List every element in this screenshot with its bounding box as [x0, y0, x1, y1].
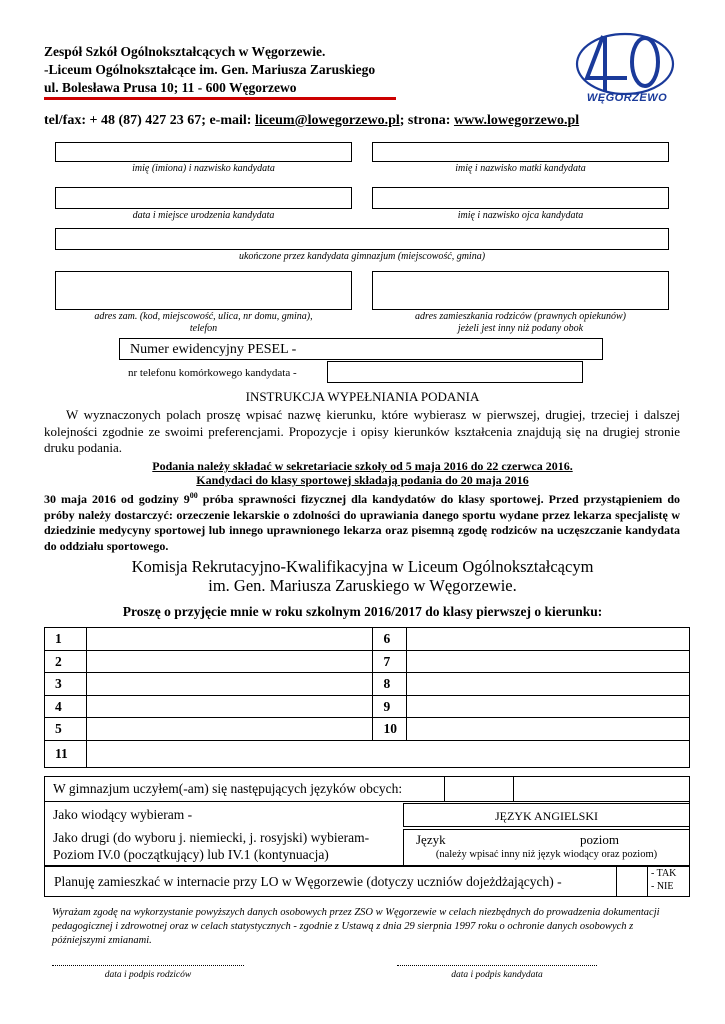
candidate-signature-line[interactable] — [397, 965, 597, 966]
choice-number: 7 — [373, 651, 407, 673]
pesel-field[interactable] — [119, 338, 603, 360]
leading-language-field[interactable] — [403, 803, 690, 827]
data-consent: Wyrażam zgodę na wykorzystanie powyższych danych osobowych przez ZSO w Węgorzewie w celach niezbędnych do prowadzenia dokumentacji pedagogicznej i zdrowotnej oraz w celach statystycznych - zgodnie z Ustawą z dnia 29 sierpnia 1997 roku o ochronie danych osobowych z późniejszymi zmianami. — [52, 907, 660, 946]
mother-name-caption: imię i nazwisko matki kandydata — [455, 163, 586, 174]
choice-number: 4 — [45, 696, 87, 718]
admission-request: Proszę o przyjęcie mnie w roku szkolnym 2016/2017 do klasy pierwszej o kierunku: — [122, 604, 603, 619]
choice-number: 1 — [45, 628, 87, 651]
choice-field[interactable] — [86, 718, 373, 741]
instructions-paragraph: W wyznaczonych polach proszę wpisać nazwę kierunku, które wybierasz w pierwszej, drugiej, trzeciej i dalszej kolejności zgodnie ze swoimi preferencjami. Propozycje i opisy kierunków kształcenia znajdują się na drugiej stronie druku podania. — [44, 407, 680, 455]
candidate-address-caption — [55, 311, 352, 335]
birth-date-place-field[interactable] — [55, 187, 352, 209]
pesel-label: Numer ewidencyjny PESEL - — [130, 342, 297, 357]
choice-field[interactable] — [86, 651, 373, 673]
languages-question: W gimnazjum uczyłem(-am) się następujących języków obcych: — [53, 781, 403, 796]
logo-text: WĘGORZEWO — [586, 92, 668, 104]
choice-field[interactable] — [86, 673, 373, 696]
choice-row — [45, 696, 690, 718]
parents-address-field[interactable] — [372, 271, 669, 310]
birth-date-place-caption: data i miejsce urodzenia kandydata — [132, 210, 275, 221]
sports-test-post: próba sprawności fizycznej dla kandydatów do klasy sportowej. Przed przystąpieniem do próby należy dostarczyć: orzeczenie lekarskie o zdolności do uprawiania danego sportu wydane przez lekarza specjalistę w dziedzinie medycyny sportowej lub innego uprawnionego lekarza oraz pisemną zgodę rodziców na uczęszczanie kandydata do oddziału sportowego. — [44, 492, 680, 553]
choice-number: 3 — [45, 673, 87, 696]
second-language-label-line2: Poziom IV.0 (początkujący) lub IV.1 (kontynuacja) — [53, 847, 329, 862]
contact-mid: ; strona: — [399, 113, 454, 128]
candidate-address-caption-line1: adres zam. (kod, miejscowość, ulica, nr domu, gmina), — [94, 311, 313, 322]
parent-signature-caption: data i podpis rodziców — [104, 970, 192, 980]
choice-number: 6 — [373, 628, 407, 651]
second-language-note: (należy wpisać inny niż język wiodący oraz poziom) — [435, 849, 658, 860]
choice-field[interactable] — [407, 651, 690, 673]
choice-number: 10 — [373, 718, 407, 741]
deadline-sports: Kandydaci do klasy sportowej składają podania do 20 maja 2016 — [196, 473, 529, 487]
school-logo — [565, 26, 680, 108]
choice-number: 5 — [45, 718, 87, 741]
commission-line1: Komisja Rekrutacyjno-Kwalifikacyjna w Liceum Ogólnokształcącym — [131, 557, 594, 576]
middle-school-field[interactable] — [55, 228, 669, 250]
sports-test-sup: 00 — [189, 491, 198, 500]
leading-language-value: JĘZYK ANGIELSKI — [495, 809, 598, 823]
header-school-name: Zespół Szkół Ogólnokształcących w Węgorzewie. — [44, 44, 326, 59]
contact-prefix: tel/fax: + 48 (87) 427 23 67; e-mail: — [44, 113, 255, 128]
website-link[interactable]: www.lowegorzewo.pl — [453, 113, 580, 128]
choice-row — [45, 628, 690, 651]
languages-answer-field[interactable] — [445, 776, 690, 801]
parents-address-caption-line1: adres zamieszkania rodziców (prawnych opiekunów) — [415, 311, 626, 322]
choice-row — [45, 741, 690, 768]
commission-line2: im. Gen. Mariusza Zaruskiego w Węgorzewie. — [208, 576, 517, 595]
choice-row — [45, 673, 690, 696]
dormitory-divider-left — [616, 867, 617, 896]
choice-number: 11 — [45, 741, 87, 768]
middle-school-caption: ukończone przez kandydata gimnazjum (miejscowość, gmina) — [238, 251, 486, 262]
mother-name-field[interactable] — [372, 142, 669, 162]
sports-test-pre: 30 maja 2016 od godziny 9 — [44, 492, 190, 506]
choice-number: 2 — [45, 651, 87, 673]
languages-row-divider — [44, 801, 690, 802]
father-name-field[interactable] — [372, 187, 669, 209]
choice-row — [45, 718, 690, 741]
parents-address-caption — [372, 311, 669, 335]
choice-number: 8 — [373, 673, 407, 696]
languages-answer-divider — [513, 776, 514, 801]
choice-number: 9 — [373, 696, 407, 718]
dormitory-divider-right — [647, 867, 648, 896]
contact-line — [44, 113, 579, 129]
candidate-signature-caption: data i podpis kandydata — [451, 970, 543, 980]
father-name-caption: imię i nazwisko ojca kandydata — [457, 210, 584, 221]
languages-question-cell — [44, 776, 445, 801]
instructions-title: INSTRUKCJA WYPEŁNIANIA PODANIA — [245, 389, 480, 404]
parents-address-caption-line2: jeżeli jest inny niż podany obok — [457, 323, 584, 334]
leading-language-label: Jako wiodący wybieram - — [53, 807, 193, 822]
candidate-address-caption-line2: telefon — [189, 323, 218, 334]
deadline-general: Podania należy składać w sekretariacie szkoły od 5 maja 2016 do 22 czerwca 2016. — [152, 459, 573, 473]
choice-row — [45, 651, 690, 673]
candidate-name-field[interactable] — [55, 142, 352, 162]
choice-field[interactable] — [86, 741, 689, 768]
candidate-address-field[interactable] — [55, 271, 352, 310]
dormitory-yes[interactable]: - TAK — [651, 868, 677, 879]
second-language-label — [53, 829, 369, 863]
second-language-field[interactable] — [403, 829, 690, 866]
choice-field[interactable] — [407, 673, 690, 696]
choice-field[interactable] — [407, 696, 690, 718]
choice-field[interactable] — [407, 628, 690, 651]
dormitory-row — [44, 866, 690, 897]
phone-label: nr telefonu komórkowego kandydata - — [128, 367, 297, 379]
header-school-subtitle: -Liceum Ogólnokształcące im. Gen. Mariusza Zaruskiego — [44, 62, 376, 77]
choice-field[interactable] — [407, 718, 690, 741]
second-language-lang-label: Język — [416, 832, 446, 847]
phone-field[interactable] — [327, 361, 583, 383]
choice-field[interactable] — [86, 628, 373, 651]
dormitory-no[interactable]: - NIE — [651, 881, 674, 892]
header-red-rule — [44, 97, 396, 100]
header-address: ul. Bolesława Prusa 10; 11 - 600 Węgorzewo — [44, 80, 297, 95]
second-language-label-line1: Jako drugi (do wyboru j. niemiecki, j. rosyjski) wybieram- — [53, 830, 370, 845]
dormitory-question: Planuję zamieszkać w internacie przy LO w Węgorzewie (dotyczy uczniów dojeżdżających) - — [54, 874, 562, 889]
choices-table — [44, 627, 690, 768]
parent-signature-line[interactable] — [52, 965, 244, 966]
second-language-level-label: poziom — [580, 832, 619, 847]
choices-grid — [44, 627, 690, 768]
candidate-name-caption: imię (imiona) i nazwisko kandydata — [132, 163, 275, 174]
sports-test-info — [44, 488, 680, 554]
email-link[interactable]: liceum@lowegorzewo.pl — [254, 113, 400, 128]
choice-field[interactable] — [86, 696, 373, 718]
